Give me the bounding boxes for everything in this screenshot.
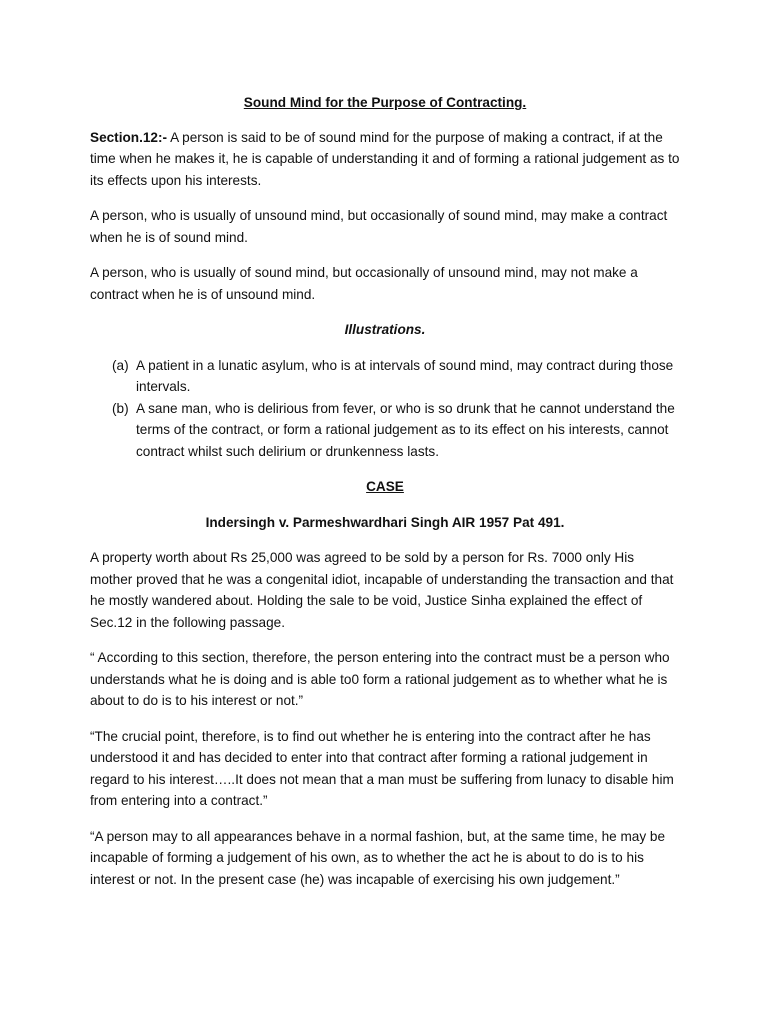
- illustration-marker: (b): [112, 400, 129, 416]
- illustration-item: [90, 355, 680, 398]
- body-paragraph: A person, who is usually of unsound mind, but occasionally of sound mind, may make a contract when he is of sound mind.: [90, 208, 668, 245]
- document-page: [90, 92, 680, 904]
- illustration-text: A patient in a lunatic asylum, who is at intervals of sound mind, may contract during those intervals.: [136, 357, 674, 394]
- illustration-text: A sane man, who is delirious from fever, or who is so drunk that he cannot understand the terms of the contract, or form a rational judgement as to its effect on his interests, cannot contract whilst such delirium or drunkenness lasts.: [136, 400, 675, 459]
- section-12-paragraph: [90, 127, 680, 192]
- section-text: A person is said to be of sound mind for the purpose of making a contract, if at the time when he makes it, he is capable of understanding it and of forming a rational judgement as to its effects upon his interests.: [90, 129, 680, 188]
- illustration-item: [90, 398, 680, 463]
- illustration-marker: (a): [112, 357, 129, 373]
- case-quote-paragraph: “The crucial point, therefore, is to find out whether he is entering into the contract after he has understood it and has decided to enter into that contract after forming a rational judgement in regard to his interest…..It does not mean that a man must be suffering from lunacy to disable him from entering into a contract.”: [90, 728, 674, 808]
- illustrations-heading: Illustrations.: [344, 322, 426, 337]
- case-citation: Indersingh v. Parmeshwardhari Singh AIR 1957 Pat 491.: [205, 514, 565, 530]
- case-heading: CASE: [366, 479, 404, 494]
- section-label: Section.12:-: [90, 129, 168, 145]
- case-paragraph: A property worth about Rs 25,000 was agreed to be sold by a person for Rs. 7000 only His mother proved that he was a congenital idiot, incapable of understanding the transaction and that he mostly wandered about. Holding the sale to be void, Justice Sinha explained the effect of Sec.12 in the following passage.: [90, 550, 674, 630]
- document-title: Sound Mind for the Purpose of Contracting.: [243, 95, 527, 110]
- case-quote-paragraph: “A person may to all appearances behave in a normal fashion, but, at the same time, he may be incapable of forming a judgement of his own, as to whether the act he is about to do is to his interest or not. In the present case (he) was incapable of exercising his own judgement.”: [90, 828, 666, 887]
- body-paragraph: A person, who is usually of sound mind, but occasionally of unsound mind, may not make a contract when he is of unsound mind.: [90, 265, 638, 302]
- illustrations-list: [90, 355, 680, 463]
- case-quote-paragraph: “ According to this section, therefore, the person entering into the contract must be a person who understands what he is doing and is able to0 form a rational judgement as to whether what he is about to do is to his interest or not.”: [90, 650, 670, 708]
